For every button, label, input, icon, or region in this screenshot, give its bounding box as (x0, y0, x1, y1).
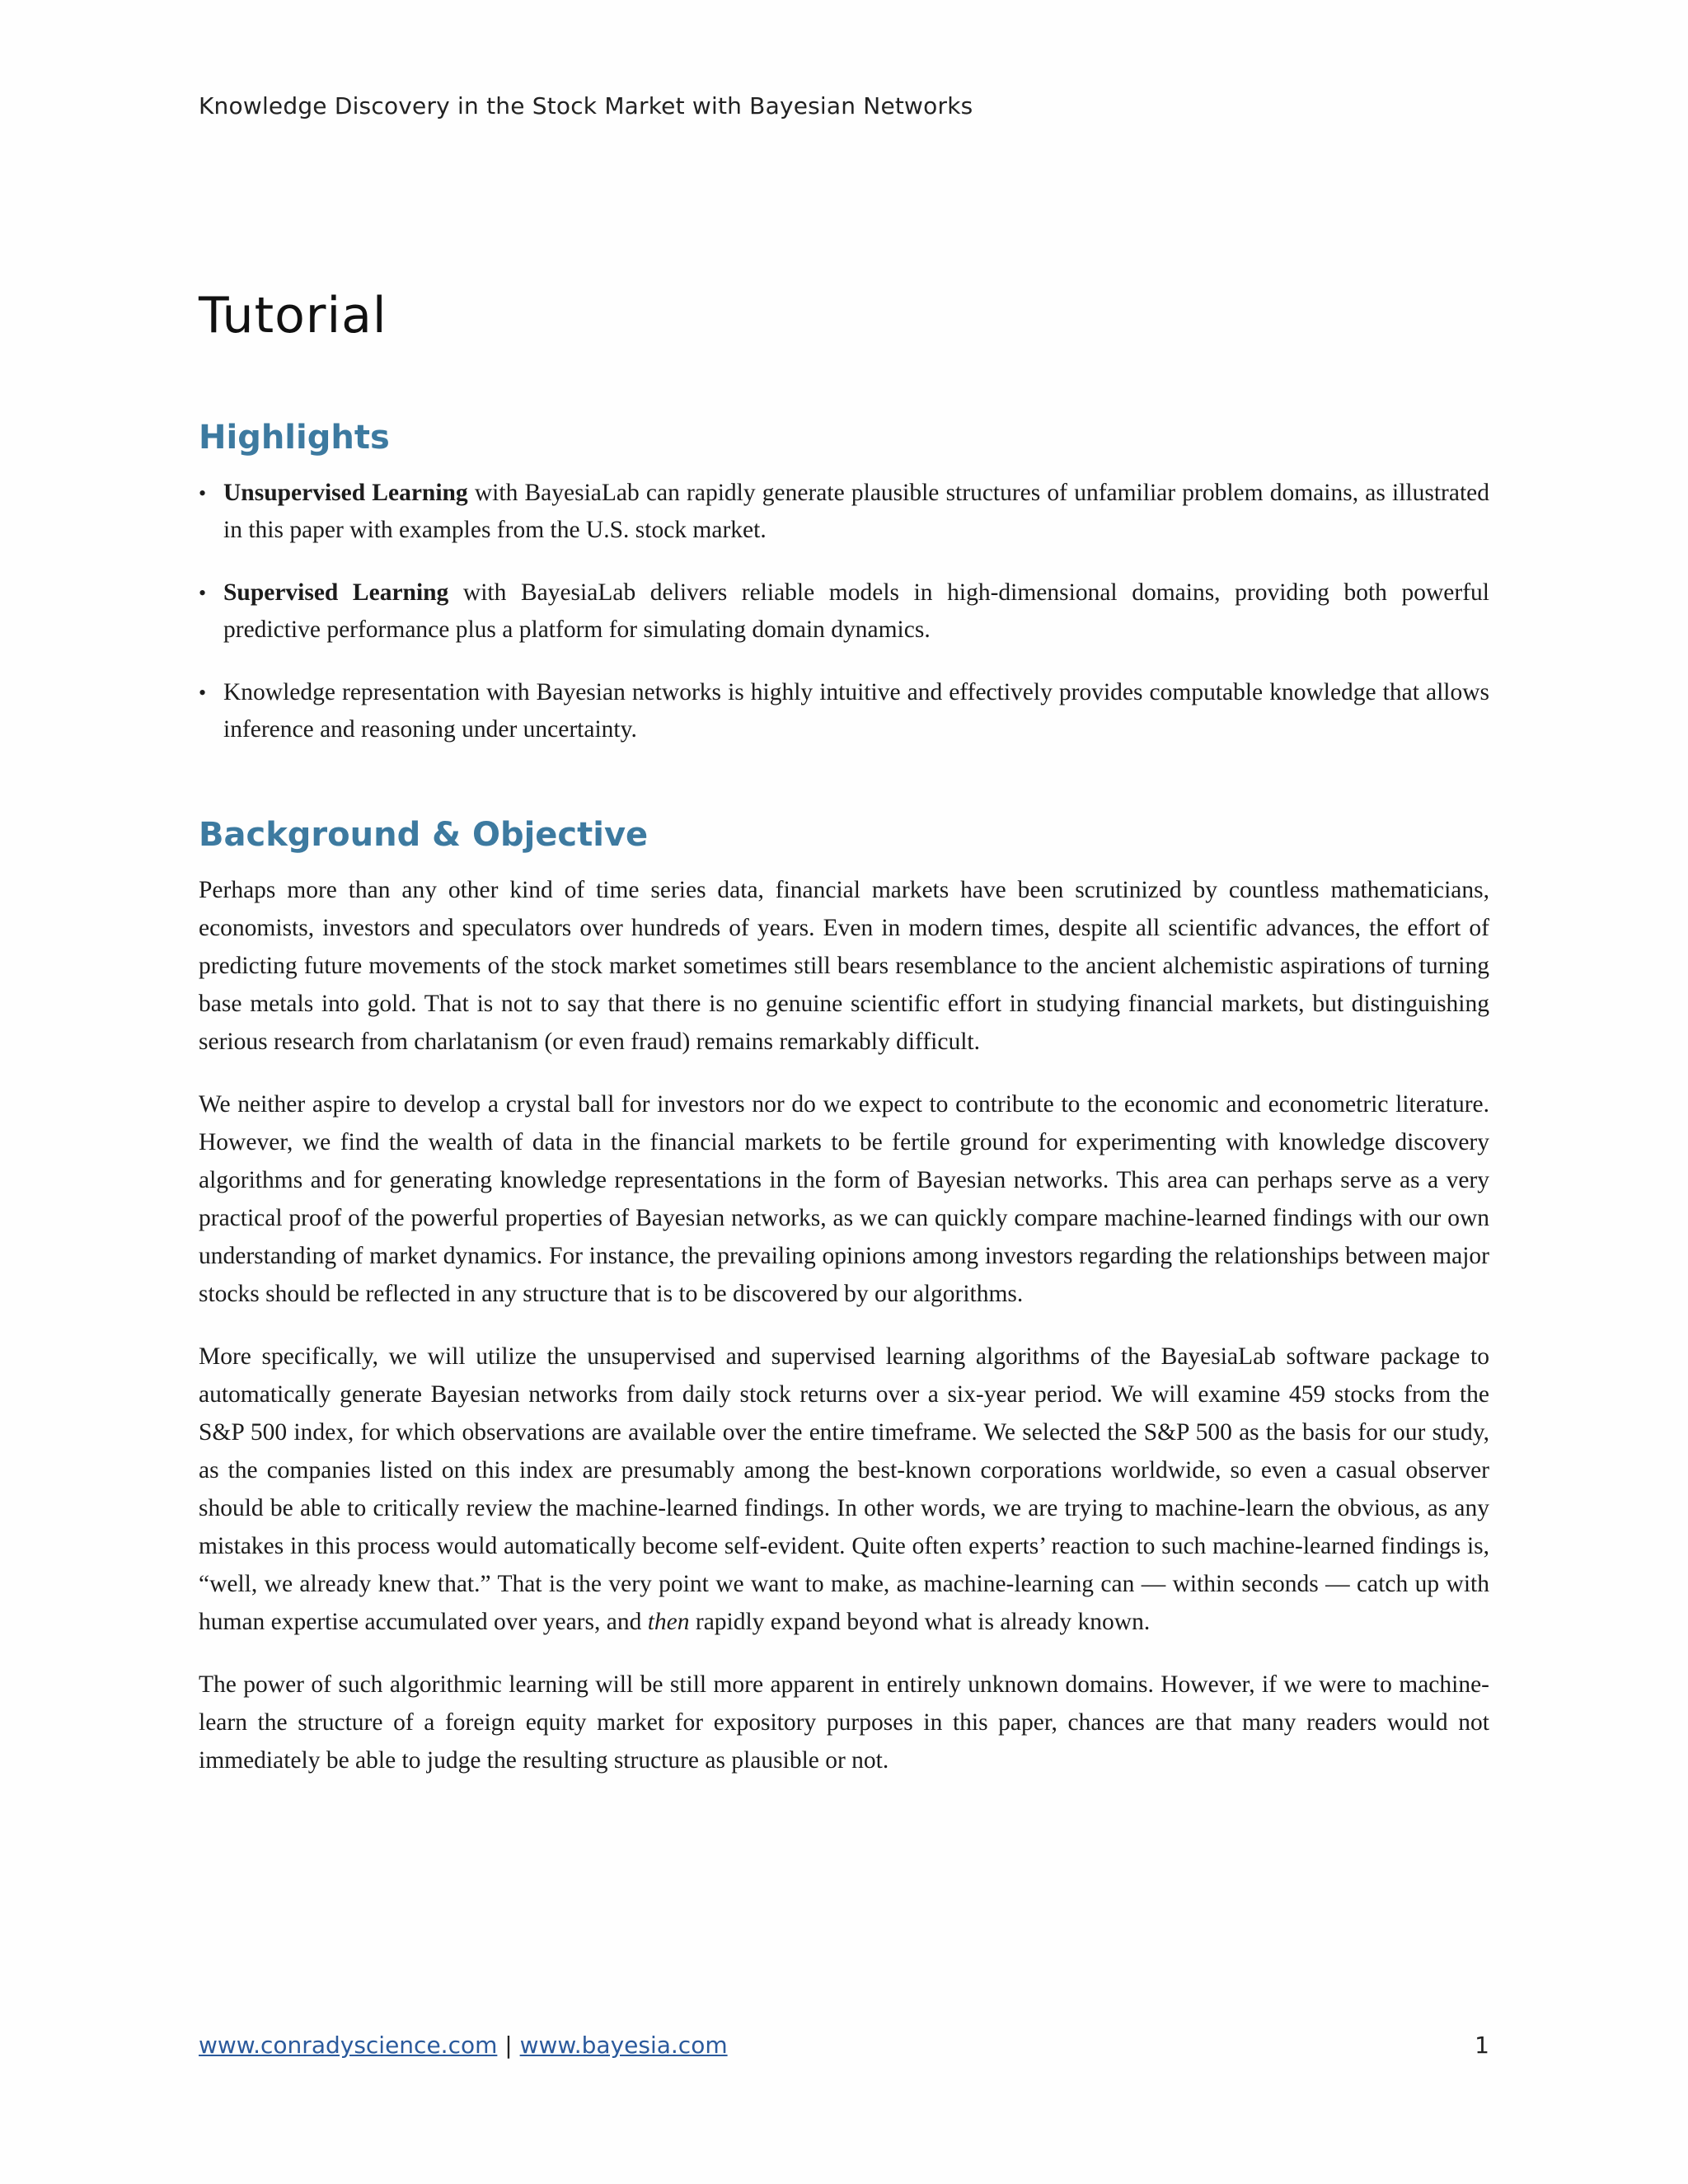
highlights-heading: Highlights (199, 419, 390, 457)
paragraph-4: The power of such algorithmic learning will be still more apparent in entirely unknown domains. However, if we were to machine-learn the structure of a foreign equity market for expository purposes in this paper, chances are that many readers would not immediately be able to judge the resulting structure as plausible or not. (199, 1671, 1489, 1774)
list-item-text: with BayesiaLab delivers reliable models in high-dimensional domains, providing both powerful predictive performance plus a platform for simulating domain dynamics. (223, 579, 1489, 643)
list-item-text: Knowledge representation with Bayesian networks is highly intuitive and effectively provides computable knowledge that allows inference and reasoning under uncertainty. (223, 679, 1489, 743)
bayesia-link[interactable]: www.bayesia.com (519, 2032, 728, 2059)
page-number: 1 (1475, 2032, 1489, 2059)
paragraph-3 (199, 1338, 1489, 1641)
bullet-icon: • (199, 581, 207, 605)
list-item-bold: Unsupervised Learning (223, 480, 468, 506)
body-text (199, 871, 1489, 1804)
paragraph-3-emphasis: then (647, 1609, 690, 1635)
list-item (199, 674, 1489, 748)
highlights-list (199, 475, 1489, 774)
list-item (199, 574, 1489, 649)
list-item (199, 475, 1489, 549)
paragraph-3-end: rapidly expand beyond what is already known. (689, 1609, 1151, 1635)
paragraph-1: Perhaps more than any other kind of time series data, financial markets have been scrutinized by countless mathematicians, economists, investors and speculators over hundreds of years. Even in modern times, despite all scientific advances, the effort of predicting future movements of the stock market sometimes still bears resemblance to the ancient alchemistic aspirations of turning base metals into gold. That is not to say that there is no genuine scientific effort in studying financial markets, but distinguishing serious research from charlatanism (or even fraud) remains remarkably difficult. (199, 877, 1489, 1055)
conradyscience-link[interactable]: www.conradyscience.com (199, 2032, 498, 2059)
bullet-icon: • (199, 481, 207, 505)
list-item-bold: Supervised Learning (223, 579, 449, 606)
footer-separator: | (504, 2032, 513, 2059)
paragraph-3-start: More specifically, we will utilize the unsupervised and supervised learning algorithms of the BayesiaLab software package to automatically generate Bayesian networks from daily stock returns over a six-year period. We will examine 459 stocks from the S&P 500 index, for which observations are available over the entire timeframe. We selected the S&P 500 as the basis for our study, as the companies listed on this index are presumably among the best-known corporations worldwide, so even a casual observer should be able to critically review the machine-learned findings. In other words, we are trying to machine-learn the obvious, as any mistakes in this process would automatically become self-evident. Quite often experts’ reaction to such machine-learned findings is, “well, we already knew that.” That is the very point we want to make, as machine-learning can — within seconds — catch up with human expertise accumulated over years, and (199, 1343, 1489, 1635)
bullet-icon: • (199, 681, 207, 705)
background-heading: Background & Objective (199, 816, 649, 854)
page-footer (199, 2032, 1489, 2059)
paragraph-2: We neither aspire to develop a crystal ball for investors nor do we expect to contribute to the economic and econometric literature. However, we find the wealth of data in the financial markets to be fertile ground for experimenting with knowledge discovery algorithms and for generating knowledge representations in the form of Bayesian networks. This area can perhaps serve as a very practical proof of the powerful properties of Bayesian networks, as we can quickly compare machine-learned findings with our own understanding of market dynamics. For instance, the prevailing opinions among investors regarding the relationships between major stocks should be reflected in any structure that is to be discovered by our algorithms. (199, 1091, 1489, 1307)
page-title: Tutorial (199, 287, 387, 344)
list-item-text: with BayesiaLab can rapidly generate plausible structures of unfamiliar problem domains, as illustrated in this paper with examples from the U.S. stock market. (223, 480, 1489, 543)
running-header: Knowledge Discovery in the Stock Market with Bayesian Networks (199, 92, 973, 120)
